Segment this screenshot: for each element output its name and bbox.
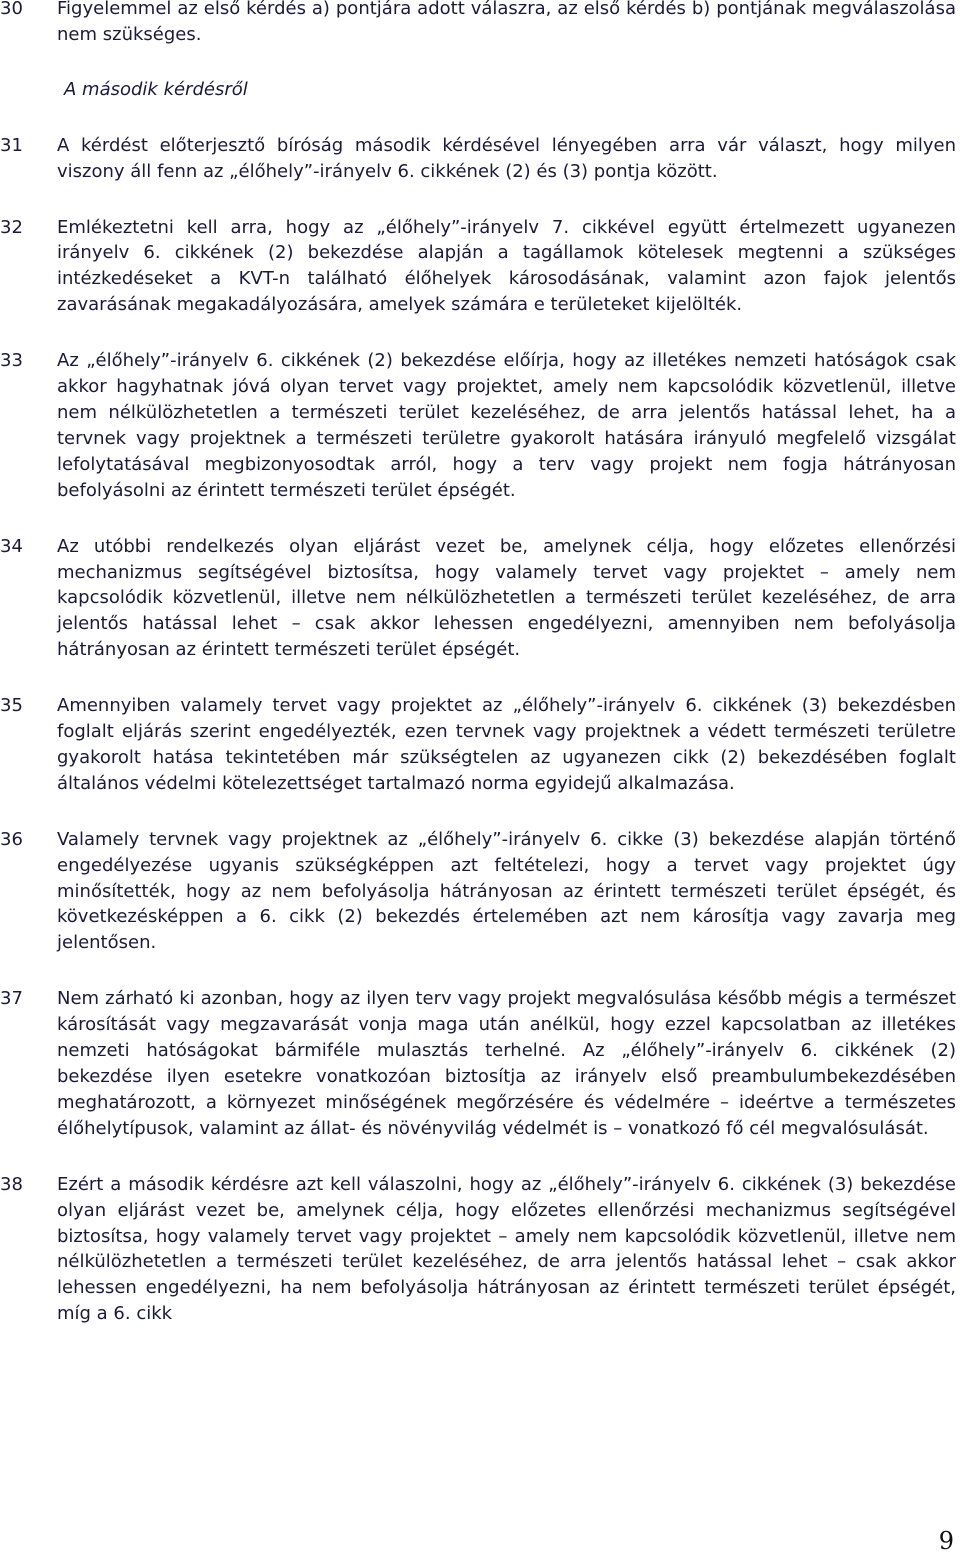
paragraph-number: 38 [0, 1173, 23, 1195]
paragraph-number: 35 [0, 695, 23, 717]
paragraph-number: 31 [0, 134, 23, 156]
paragraph-number: 30 [0, 0, 23, 19]
paragraph-text: Amennyiben valamely tervet vagy projektet az „élőhely”-irányelv 6. cikkének (3) bekezdésben foglalt eljárás szerint engedélyezték, ezen tervnek vagy projektnek a védett természeti területre gyakorolt hatása tekintetében már szükségtelen az ugyanezen cikk (2) bekezdésében foglalt általános védelmi kötelezettséget tartalmazó norma egyidejű alkalmazása. [57, 695, 956, 794]
paragraph-text: Az „élőhely”-irányelv 6. cikkének (2) bekezdése előírja, hogy az illetékes nemzeti hatóságok csak akkor hagyhatnak jóvá olyan tervet vagy projektet, amely nem kapcsolódik közvetlenül, illetve nem nélkülözhetetlen a természeti terület kezeléséhez, de arra jelentős hatással lehet, ha a tervnek vagy projektnek a természeti területre gyakorolt hatására irányuló megfelelő vizsgálat lefolytatásával megbizonyosodtak arról, hogy a terv vagy projekt nem fogja hátrányosan befolyásolni az érintett természeti terület épségét. [57, 350, 956, 501]
paragraph-number: 34 [0, 535, 23, 557]
paragraph-text: Az utóbbi rendelkezés olyan eljárást vezet be, amelynek célja, hogy előzetes ellenőrzési mechanizmus segítségével biztosítsa, hogy valamely tervet vagy projektet – amely nem kapcsolódik közvetlenül, illetve nem nélkülözhetetlen a természeti terület kezeléséhez, de arra jelentős hatással lehet – csak akkor lehessen engedélyezni, amennyiben nem befolyásolja hátrányosan az érintett természeti terület épségét. [57, 535, 956, 661]
paragraph-30 [0, 0, 960, 48]
paragraph-text: Valamely tervnek vagy projektnek az „élőhely”-irányelv 6. cikke (3) bekezdése alapján történő engedélyezése ugyanis szükségképpen azt feltételezi, hogy a tervet vagy projektet úgy minősítették, hogy az nem befolyásolja hátrányosan az érintett természeti terület épségét, és következésképpen a 6. cikk (2) bekezdés értelemében azt nem károsítja vagy zavarja meg jelentősen. [57, 828, 956, 954]
paragraph-37 [0, 986, 960, 1141]
section-heading: A második kérdésről [64, 78, 248, 100]
paragraph-text: A kérdést előterjesztő bíróság második kérdésével lényegében arra vár választ, hogy milyen viszony áll fenn az „élőhely”-irányelv 6. cikkének (2) és (3) pontja között. [57, 134, 956, 182]
paragraph-33 [0, 348, 960, 503]
paragraph-text: Nem zárható ki azonban, hogy az ilyen terv vagy projekt megvalósulása később mégis a természet károsítását vagy megzavarását vonja maga után anélkül, hogy ezzel kapcsolatban az illetékes nemzeti hatóságokat bármiféle mulasztás terhelné. Az „élőhely”-irányelv 6. cikkének (2) bekezdése ilyen esetekre vonatkozóan biztosítja az irányelv első preambulumbekezdésében meghatározott, a környezet minőségének megőrzésére és védelmére – ideértve a természetes élőhelytípusok, valamint az állat- és növényvilág védelmét is – vonatkozó fő cél megvalósulását. [57, 988, 956, 1139]
paragraph-35 [0, 693, 960, 797]
paragraph-32 [0, 215, 960, 319]
paragraph-36 [0, 827, 960, 957]
paragraph-31 [0, 133, 960, 185]
paragraph-number: 32 [0, 216, 23, 238]
paragraph-38 [0, 1172, 960, 1327]
paragraph-number: 33 [0, 350, 23, 372]
paragraph-number: 36 [0, 828, 23, 850]
paragraph-text: Emlékeztetni kell arra, hogy az „élőhely”-irányelv 7. cikkével együtt értelmezett ugyanezen irányelv 6. cikkének (2) bekezdése alapján a tagállamok kötelesek megtenni a szükséges intézkedéseket a KVT-n található élőhelyek károsodásának, valamint azon fajok jelentős zavarásának megakadályozására, amelyek számára e területeket kijelölték. [57, 216, 956, 316]
paragraph-number: 37 [0, 988, 23, 1010]
paragraph-text: Figyelemmel az első kérdés a) pontjára adott válaszra, az első kérdés b) pontjának megválaszolása nem szükséges. [57, 0, 956, 45]
paragraph-34 [0, 534, 960, 664]
page-number: 9 [938, 1527, 954, 1555]
paragraph-text: Ezért a második kérdésre azt kell válaszolni, hogy az „élőhely”-irányelv 6. cikkének (3) bekezdése olyan eljárást vezet be, amelynek célja, hogy előzetes ellenőrzési mechanizmus segítségével biztosítsa, hogy valamely tervet vagy projektet – amely nem kapcsolódik közvetlenül, illetve nem nélkülözhetetlen a természeti terület kezeléséhez, de arra jelentős hatással lehet – csak akkor lehessen engedélyezni, ha nem befolyásolja hátrányosan az érintett természeti terület épségét, míg a 6. cikk [57, 1173, 956, 1325]
